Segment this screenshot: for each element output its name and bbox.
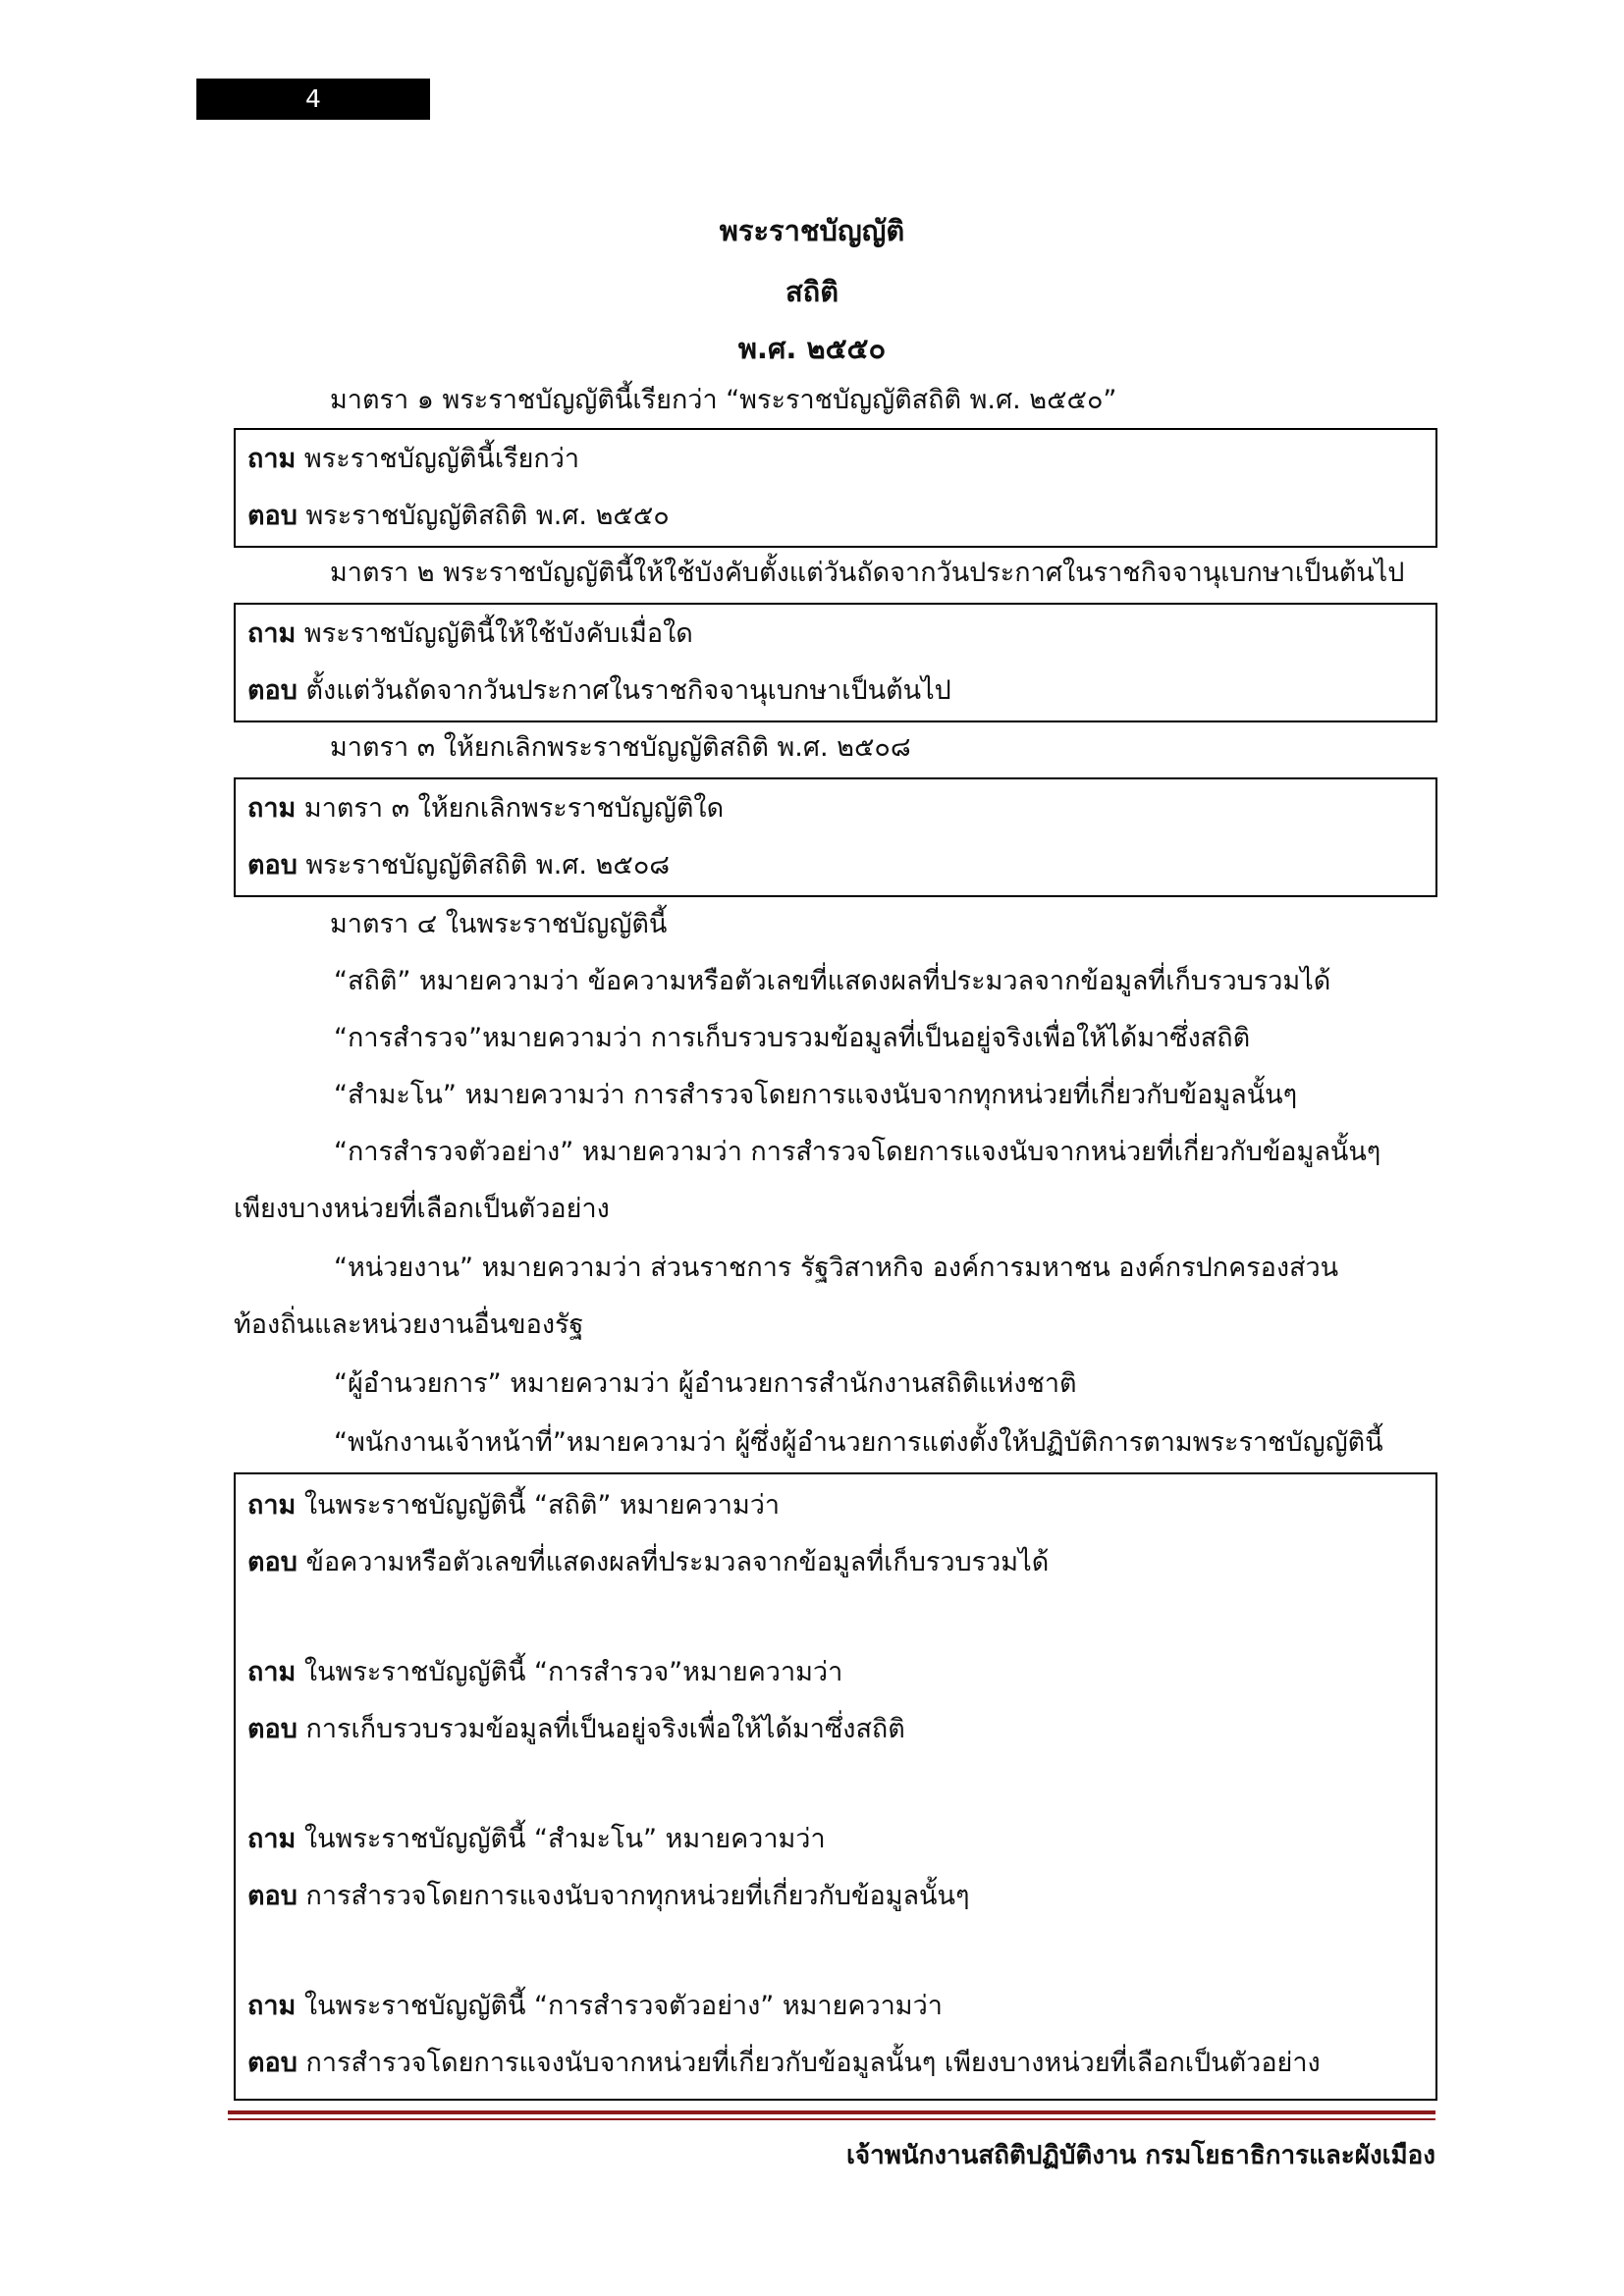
qa-answer	[247, 1877, 969, 1916]
definition-director: “ผู้อำนวยการ” หมายความว่า ผู้อำนวยการสำนักงานสถิติแห่งชาติ	[334, 1368, 1077, 1399]
question-label: ถาม	[247, 444, 297, 474]
question-label: ถาม	[247, 1991, 297, 2021]
question-text: พระราชบัญญัตินี้ให้ใช้บังคับเมื่อใด	[303, 618, 693, 649]
qa-answer	[247, 671, 951, 711]
definition-sample-survey: “การสำรวจตัวอย่าง” หมายความว่า การสำรวจโดยการแจงนับจากหน่วยที่เกี่ยวกับข้อมูลนั้นๆ	[334, 1137, 1381, 1167]
answer-label: ตอบ	[247, 850, 298, 881]
question-text: ในพระราชบัญญัตินี้ “การสำรวจ”หมายความว่า	[303, 1657, 843, 1687]
answer-text: ตั้งแต่วันถัดจากวันประกาศในราชกิจจานุเบกษาเป็นต้นไป	[305, 675, 951, 706]
answer-text: ข้อความหรือตัวเลขที่แสดงผลที่ประมวลจากข้อมูลที่เก็บรวบรวมได้	[305, 1547, 1050, 1577]
qa-question	[247, 614, 693, 654]
qa-question	[247, 789, 724, 828]
qa-question	[247, 1653, 842, 1692]
section-3: มาตรา ๓ ให้ยกเลิกพระราชบัญญัติสถิติ พ.ศ. ๒๕๐๘	[330, 732, 911, 763]
qa-answer	[247, 497, 670, 536]
answer-text: การเก็บรวบรวมข้อมูลที่เป็นอยู่จริงเพื่อให้ได้มาซึ่งสถิติ	[305, 1714, 905, 1744]
question-label: ถาม	[247, 1824, 297, 1854]
answer-label: ตอบ	[247, 501, 298, 531]
answer-label: ตอบ	[247, 2048, 298, 2078]
section-4: มาตรา ๔ ในพระราชบัญญัตินี้	[330, 909, 668, 939]
answer-label: ตอบ	[247, 675, 298, 706]
answer-text: พระราชบัญญัติสถิติ พ.ศ. ๒๕๕๐	[305, 501, 670, 531]
question-text: ในพระราชบัญญัตินี้ “สำมะโน” หมายความว่า	[303, 1824, 826, 1854]
footer-rule-thin	[228, 2118, 1435, 2120]
title-act: พระราชบัญญัติ	[719, 214, 905, 247]
question-label: ถาม	[247, 793, 297, 824]
definition-agency-cont: ท้องถิ่นและหน่วยงานอื่นของรัฐ	[234, 1309, 584, 1340]
section-1: มาตรา ๑ พระราชบัญญัตินี้เรียกว่า “พระราชบัญญัติสถิติ พ.ศ. ๒๕๕๐”	[330, 385, 1117, 415]
qa-answer	[247, 2044, 1321, 2083]
question-text: ในพระราชบัญญัตินี้ “สถิติ” หมายความว่า	[303, 1490, 781, 1521]
footer-rule	[228, 2110, 1435, 2114]
question-text: ในพระราชบัญญัตินี้ “การสำรวจตัวอย่าง” หมายความว่า	[303, 1991, 943, 2021]
answer-text: พระราชบัญญัติสถิติ พ.ศ. ๒๕๐๘	[305, 850, 671, 881]
definition-census: “สำมะโน” หมายความว่า การสำรวจโดยการแจงนับจากทุกหน่วยที่เกี่ยวกับข้อมูลนั้นๆ	[334, 1080, 1298, 1110]
answer-label: ตอบ	[247, 1881, 298, 1911]
question-label: ถาม	[247, 1657, 297, 1687]
qa-box-4	[234, 1472, 1437, 2101]
definition-officer: “พนักงานเจ้าหน้าที่”หมายความว่า ผู้ซึ่งผู้อำนวยการแต่งตั้งให้ปฏิบัติการตามพระราชบัญญัตินี้	[334, 1427, 1383, 1458]
answer-label: ตอบ	[247, 1714, 298, 1744]
qa-question	[247, 440, 579, 479]
answer-text: การสำรวจโดยการแจงนับจากหน่วยที่เกี่ยวกับข้อมูลนั้นๆ เพียงบางหน่วยที่เลือกเป็นตัวอย่าง	[305, 2048, 1321, 2078]
qa-question	[247, 1486, 780, 1525]
definition-survey: “การสำรวจ”หมายความว่า การเก็บรวบรวมข้อมูลที่เป็นอยู่จริงเพื่อให้ได้มาซึ่งสถิติ	[334, 1023, 1251, 1053]
title-year: พ.ศ. ๒๕๕๐	[737, 332, 887, 365]
qa-box-1	[234, 428, 1437, 548]
definition-statistics: “สถิติ” หมายความว่า ข้อความหรือตัวเลขที่แสดงผลที่ประมวลจากข้อมูลที่เก็บรวบรวมได้	[334, 966, 1331, 996]
question-label: ถาม	[247, 1490, 297, 1521]
footer-department: เจ้าพนักงานสถิติปฏิบัติงาน กรมโยธาธิการและผังเมือง	[845, 2141, 1435, 2170]
question-text: พระราชบัญญัตินี้เรียกว่า	[303, 444, 580, 474]
answer-text: การสำรวจโดยการแจงนับจากทุกหน่วยที่เกี่ยวกับข้อมูลนั้นๆ	[305, 1881, 970, 1911]
answer-label: ตอบ	[247, 1547, 298, 1577]
page-number-badge: 4	[196, 79, 430, 120]
definition-sample-survey-cont: เพียงบางหน่วยที่เลือกเป็นตัวอย่าง	[234, 1194, 610, 1224]
qa-answer	[247, 1543, 1049, 1582]
title-subject: สถิติ	[785, 275, 839, 308]
section-2: มาตรา ๒ พระราชบัญญัตินี้ให้ใช้บังคับตั้งแต่วันถัดจากวันประกาศในราชกิจจานุเบกษาเป็นต้นไป	[330, 558, 1405, 588]
qa-answer	[247, 846, 670, 885]
qa-question	[247, 1820, 826, 1859]
qa-box-2	[234, 603, 1437, 722]
qa-answer	[247, 1710, 905, 1749]
definition-agency: “หน่วยงาน” หมายความว่า ส่วนราชการ รัฐวิสาหกิจ องค์การมหาชน องค์กรปกครองส่วน	[334, 1253, 1339, 1283]
qa-box-3	[234, 777, 1437, 897]
question-text: มาตรา ๓ ให้ยกเลิกพระราชบัญญัติใด	[303, 793, 725, 824]
question-label: ถาม	[247, 618, 297, 649]
qa-question	[247, 1987, 943, 2026]
